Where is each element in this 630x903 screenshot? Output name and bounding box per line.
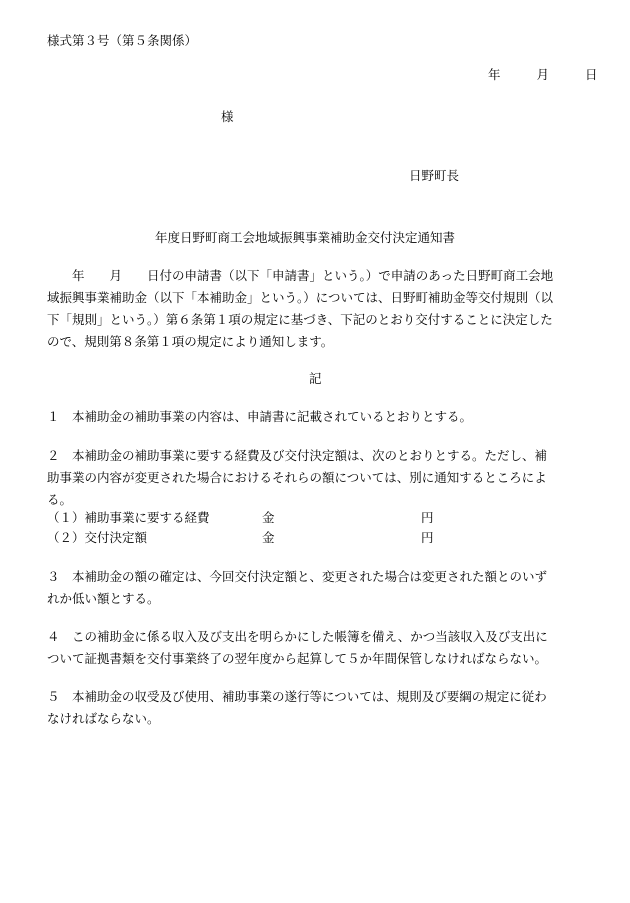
item-5-line-2: なければならない。 <box>47 711 160 726</box>
sub-item-2-label: （２）交付決定額 <box>47 530 148 545</box>
item-5-line-1: ５ 本補助金の収受及び使用、補助事業の遂行等については、規則及び要綱の規定に従わ <box>47 689 547 704</box>
form-number: 様式第３号（第５条関係） <box>47 33 198 48</box>
item-4-line-2: ついて証拠書類を交付事業終了の翌年度から起算して５か年間保管しなければならない。 <box>47 651 548 666</box>
item-2-line-1: ２ 本補助金の補助事業に要する経費及び交付決定額は、次のとおりとする。ただし、補 <box>47 448 548 463</box>
item-1: １ 本補助金の補助事業の内容は、申請書に記載されているとおりとする。 <box>47 409 473 424</box>
item-2-line-2: 助事業の内容が変更された場合におけるそれらの額については、別に通知するところによ <box>47 470 547 485</box>
intro-line-3: 下「規則」という。）第６条第１項の規定に基づき、下記のとおり交付することに決定した <box>47 312 553 327</box>
issuer-name: 日野町長 <box>409 168 460 183</box>
item-2-line-3: る。 <box>47 492 73 507</box>
sub-item-2-yen: 円 <box>421 530 434 545</box>
item-3-line-1: ３ 本補助金の額の確定は、今回交付決定額と、変更された場合は変更された額とのいず <box>47 569 548 584</box>
ki-heading: 記 <box>309 371 322 386</box>
recipient-suffix: 様 <box>221 109 234 124</box>
intro-line-1: 年 月 日付の申請書（以下「申請書」という。）で申請のあった日野町商工会地 <box>47 268 554 283</box>
sub-item-2-kin: 金 <box>262 530 275 545</box>
item-4-line-1: ４ この補助金に係る収入及び支出を明らかにした帳簿を備え、かつ当該収入及び支出に <box>47 629 548 644</box>
date-year: 年 <box>488 67 501 82</box>
sub-item-1-yen: 円 <box>421 510 434 525</box>
intro-line-2: 域振興事業補助金（以下「本補助金」という。）については、日野町補助金等交付規則（以 <box>47 290 554 305</box>
intro-line-4: ので、規則第８条第１項の規定により通知します。 <box>47 334 334 349</box>
date-line <box>488 66 597 84</box>
item-3-line-2: れか低い額とする。 <box>47 591 160 606</box>
document-title: 年度日野町商工会地域振興事業補助金交付決定通知書 <box>155 230 456 245</box>
sub-item-1-label: （１）補助事業に要する経費 <box>47 510 210 525</box>
sub-item-1-kin: 金 <box>262 510 275 525</box>
date-day: 日 <box>584 67 598 82</box>
date-month: 月 <box>536 67 549 82</box>
